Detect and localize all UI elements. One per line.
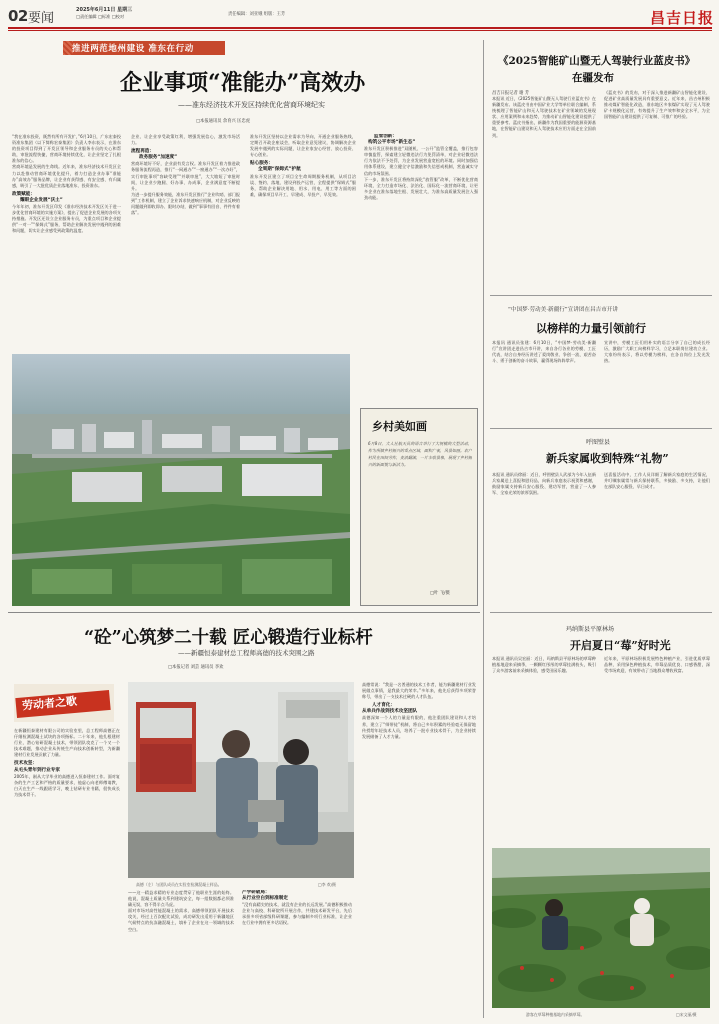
paragraph: 今年年初，准东开发区印发《准东经济技术开发区关于进一步优化营商环境的实施方案》，提出了促进企业发展的各项支持措施。开发区还设立企业服务专员，为重点项目和企业提供“一对一”“保姆式”服务，帮助企业解决发展中遇到的困难和问题，切实让企业感受到政策的温度。 [12, 204, 121, 234]
newspaper-logo: 昌吉日报 [650, 9, 715, 27]
main-headline: 企业事项“准能办”高效办 [120, 70, 366, 96]
poem-body: 6月8日，大人社航天员的语言举行了大规模的大型活动，作为所辖乡村振兴的重点区域，面积广袤，风景如画。农户村民在田间劳作，麦浪翻滚，一片丰收景象，展现了乡村振兴的新面貌与新活力。 [368, 441, 472, 467]
right-top-col1: 本报讯 近日，《2025智能矿山暨无人驾驶行业蓝皮书》在新疆发布。该蓝皮书由中国矿业大学等单位联合编制，系统梳理了智能矿山和无人驾驶技术在矿业领域的发展现状、应用案例和未来趋势，为推动矿山智能化建设提供了重要参考。蓝皮书指出，新疆作为我国重要的能源资源基地，在智能矿山建设和无人驾驶技术应用方面走在全国前列。 [492, 96, 596, 138]
date-text: 2025年6月11日 星期三 [76, 7, 133, 13]
section-heading: 政策赋能： [12, 191, 35, 197]
right-top-title2: 在疆发布 [572, 72, 614, 84]
right-bottom-col2: 近年来，平原林场积极发展特色种植产业，引进优质草莓品种，采用绿色种植技术，草莓品质优良、口感香甜，深受市场欢迎，有效带动了当地群众增收致富。 [604, 656, 710, 674]
section-heading: 监管创新： [374, 134, 397, 139]
paragraph: 营商环境是发展的生命线。近年来，准东经济技术开发区全力以赴推动营商环境优化提升，着力打造企业办事“准能办”高效办”服务品牌，让企业有获得感、有安全感、有归属感，吸引了一大批优质企业落地准东、投资准东。 [12, 164, 121, 188]
right-lower-col1: 本报讯 通讯员徐丽：近日，呼图壁县人武部为今年入伍新兵家属送上喜报和慰问品，向新兵家庭表示祝贺和感谢，鼓励家属支持新兵安心服役、建功军营，营造了一人参军、全家光荣的浓厚氛围。 [492, 472, 596, 496]
right-lower-title: 新兵家属收到特殊“礼物” [546, 452, 669, 465]
paragraph: 高德深知一个人的力量是有限的，他注重团队建设和人才培养，建立了“师带徒”机制，将自己多年积累的经验毫无保留地传授给年轻技术人员，培养了一批专业技术骨干，为企业持续发展储备了人才力量。 [362, 715, 476, 739]
section-heading: 贴心服务： [250, 161, 273, 167]
section-heading: 从单兵作战到技术攻坚团队 [362, 709, 418, 715]
second-col3 [242, 890, 352, 1018]
paragraph: 在新疆恒泰建材有限公司的实验室里，总工程师高德正在仔细检测混凝土试块的各项指标。二十年来，他扎根建材行业，潜心钻研混凝土技术，带领团队攻克了一个又一个技术难题，推动企业从传统生产向技术创新转型，为新疆建材行业发展贡献了力量。 [14, 728, 120, 758]
industrial-park-photo [12, 354, 350, 606]
paragraph: 为进一步提升服务效能，准东开发区推行“企业吹哨、部门报到”工作机制，建立了企业诉求快速响应机制，对企业反映的问题做到即收即办、限时办结，做到“事事有回音、件件有着落”。 [131, 191, 240, 216]
section-heading: 政务服务“加速度” [139, 155, 178, 161]
section-heading: 流程再造： [131, 149, 154, 155]
section-heading: 产学研破局： [242, 890, 270, 895]
paragraph: 下一步，准东开发区将持续深化“放管服”改革，不断优化营商环境，全力打造市场化、法治化、国际化一流营商环境，让更多企业在准东落地生根、发展壮大，为准东高质量发展注入强劲动能。 [364, 176, 478, 200]
main-col4 [364, 134, 478, 402]
editors-text: □责任编辑 □标准 □校对 [76, 14, 125, 19]
paragraph: 营商环境好不好，企业最有发言权。准东开发区着力推进政务服务流程再造，推行“一网通办”“一窗通办”“一次办好”，实行审批事项“容缺受理”“并联审批”，大大缩短了审批时间，让企业少跑腿、好办事、办成事，企业满意度不断提升。 [131, 161, 240, 191]
right-bottom-col1: 本报讯 通讯员吴宏丽：近日，玛纳斯县平原林场的草莓种植基地迎来采摘季，一颗颗红彤彤的草莓挂满枝头，吸引了众多游客前来采摘体验，感受田园乐趣。 [492, 656, 596, 674]
right-top-col2: 《蓝皮书》的发布，对于深入推进新疆矿山智能化建设、促进矿业高质量发展具有重要意义。近年来，昌吉州积极推动煤矿智能化改造，准东地区多家煤矿实现了无人驾驶矿卡规模化运营，有效提升了生产效率和安全水平，为全国智能矿山建设提供了可复制、可推广的经验。 [604, 90, 710, 120]
right-lower-kicker: 呼图壁县 [586, 439, 611, 446]
right-lower-col2: 送喜报活动中，工作人员详细了解新兵家庭的生活情况，并叮嘱家属常与新兵保持联系，多鼓励、多支持，让他们在部队安心服役、早日成才。 [604, 472, 710, 490]
paragraph: 准东开发区积极推进“双随机、一公开”监管全覆盖，推行包容审慎监管，探索建立轻微违法行为免罚清单，对企业轻微违法行为依法不予处罚，为企业发展营造宽松的环境。同时加强信用体系建设，建立健全守信激励和失信惩戒机制，营造诚实守信的市场氛围。 [364, 146, 478, 176]
section-divider [490, 295, 712, 296]
strawberry-farm-photo [492, 848, 710, 1008]
editors-line: 责任编辑：刘亚娥 组版：王芳 [228, 12, 286, 17]
second-col2 [128, 890, 234, 1018]
section-heading: 构筑公平市场“新生态” [368, 140, 416, 146]
section-heading: 耀眼企业发展“沃土” [20, 197, 63, 203]
banner-text: 推进两范地州建设 准东在行动 [72, 44, 194, 54]
column-badge [14, 684, 114, 722]
second-col1 [14, 728, 120, 1018]
paragraph: “没有高精尖的技术，就没有企业的长远发展。”高德积极推动企业与高校、科研院所开展合作，共建技术研发平台，先后承担多项省部级科研课题，参与编制多项行业标准，让企业在行业中拥有更多话语权。 [242, 902, 352, 926]
paragraph: 2005年，刚从大学毕业的高德进入恒泰建材工作。面对复杂的生产工艺和严格的质量要求，他虚心向老师傅请教，白天在生产一线跟班学习，晚上钻研专业书籍，很快成长为技术骨干。 [14, 773, 120, 797]
paragraph: 高德常说：“我是一名普通的技术工作者，能为新疆建材行业发展做点事情，是我最大的荣幸。”多年来，他先后获得多项荣誉称号，带出了一支技术过硬的人才队伍。 [362, 682, 476, 700]
lab-photo-graphic [128, 682, 354, 878]
masthead-rule [8, 27, 712, 29]
masthead-rule-thin [8, 30, 712, 31]
right-bottom-title: 开启夏日“莓”好时光 [570, 639, 671, 652]
paragraph: 企业、让企业享受政策红利，增强发展信心，激发市场活力。 [131, 134, 240, 146]
main-col3 [250, 134, 356, 354]
date-line [76, 7, 216, 19]
right-mid-col2: 宣讲中，劳模工匠们用朴实的语言分享了自己的成长经历，激励广大职工向榜样学习，立足本职岗位建功立业。大家纷纷表示，将以劳模为榜样，在各自岗位上发光发热。 [604, 340, 710, 364]
strawberry-photo-graphic [492, 848, 710, 1008]
right-top-byline: 昌吉日报记者 谢 芳 [492, 91, 530, 96]
lab-photo-caption: 高德（左）与团队成员在实验室检测混凝土样品。 [136, 882, 222, 887]
paragraph: 准东开发区建立了项目全生命周期服务机制，从项目洽谈、签约、落地、建设到投产运营，全程提供“保姆式”服务，帮助企业解决用地、用水、用电、用工等方面的困难，确保项目早开工、早建成、早投产、早见效。 [250, 173, 356, 197]
right-mid-kicker: “中国梦·劳动美·新疆行”宣讲团在昌吉市开讲 [508, 307, 619, 313]
section-heading: 全周期“保姆式”护航 [258, 167, 301, 173]
column-divider [483, 40, 484, 1018]
page-number: 02 [8, 7, 28, 25]
badge-text: 劳动者之歌 [21, 694, 78, 713]
right-bottom-kicker: 玛纳斯县平原林场 [566, 626, 615, 633]
paragraph: ——这一精益求精的专业态度贯穿了他职业生涯的始终。他说，混凝土质量关系到建筑安全，每一组数据都必须准确无误，容不得半点马虎。 [128, 890, 234, 908]
poem-title: 乡村美如画 [372, 420, 427, 433]
second-col4 [362, 682, 476, 1018]
paragraph: 准东开发区坚持以企业需求为导向，开通企业服务热线，定期召开政企座谈会，听取企业意见建议，协调解决企业发展中遇到的实际问题，让企业家安心经营、放心投资、专心创业。 [250, 134, 356, 158]
paragraph: “我在准东投资，既然有所有开发扩，”6月10日，广东宏泰投资准东集团（以下简称宏泰集团）负责人李东表示，在准东的投资项目得到了开发区领导和企业服务专员的关心和帮助，审批流程快捷，营商环境持续优化，让企业坚定了扎根准东的信心。 [12, 134, 121, 164]
second-headline: “砼”心筑梦二十载 匠心锻造行业标杆 [84, 628, 373, 648]
section-heading: 从行业空白到标准制定 [242, 896, 288, 902]
right-mid-col1: 本报讯 通讯员张建：6月10日，“中国梦·劳动美·新疆行”宣讲团走进昌吉市开讲，来自各行各业的劳模、工匠代表，结合自身经历讲述了爱岗敬业、争创一流、艰苦奋斗、勇于创新的奋斗故事，赢得现场阵阵掌声。 [492, 340, 596, 364]
poem-author: □叶 飞/摄 [430, 591, 450, 596]
section-divider [490, 612, 712, 613]
main-subheadline: ——准东经济技术开发区持续优化营商环境纪实 [178, 101, 325, 109]
second-byline: □本报记者 刘芸 通讯员 李欢 [168, 665, 224, 670]
section-name: 要闻 [28, 11, 55, 26]
second-subheadline: ——新疆恒泰建材总工程师高德的技术突围之路 [178, 649, 315, 657]
aerial-photo-graphic [12, 354, 350, 606]
section-heading: 从毛头青年到行业专家 [14, 767, 60, 773]
section-heading: 人才育化： [372, 703, 395, 709]
section-heading: 技术攻坚： [14, 761, 37, 767]
section-divider [8, 612, 480, 613]
strawberry-photo-caption: 游客在草莓种植基地内采摘草莓。 [526, 1012, 585, 1017]
section-divider [490, 428, 712, 429]
main-byline: □本报通讯员 余育兴 匡忠虎 [196, 119, 251, 124]
right-mid-title: 以榜样的力量引领前行 [536, 322, 646, 335]
paragraph: 面对市场对高性能混凝土的需求，高德带领团队开展技术攻关，经过上百次配比试验，成功研发出适用于新疆地区气候特点的抗冻融混凝土，填补了企业在这一领域的技术空白。 [128, 908, 234, 932]
lab-photo-credit: □李 欢/摄 [318, 882, 336, 887]
right-top-title1: 《2025智能矿山暨无人驾驶行业蓝皮书》 [498, 55, 696, 67]
laboratory-photo [128, 682, 354, 878]
strawberry-photo-credit: □宋文丽/摄 [676, 1012, 697, 1017]
